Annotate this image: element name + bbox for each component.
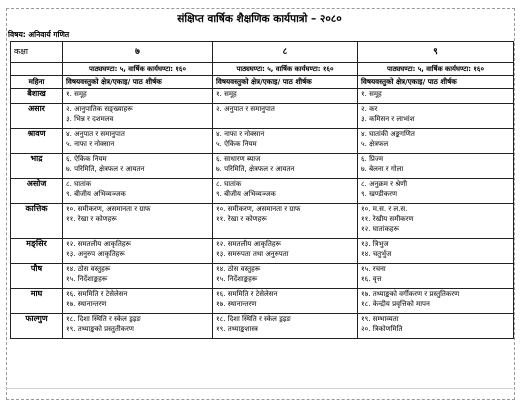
month-name: असोज: [11, 179, 63, 204]
month-row: [11, 154, 514, 179]
topic-item: ८. घातांक: [66, 180, 92, 188]
month-name: भाद्र: [11, 154, 63, 179]
topic-item: ३. भिन्न र दशमलव: [66, 115, 114, 123]
topic-item: १९. तथ्याङ्कको प्रस्तुतीकरण: [66, 325, 134, 333]
grade-9: ९: [358, 42, 514, 63]
topic-cell-g8: [213, 289, 358, 314]
hours-row: [11, 63, 514, 76]
topic-item: १३. समरुपता तथा अनुरुपता: [216, 250, 289, 258]
topic-item: १६. वृत्त: [361, 275, 382, 283]
topic-cell-g8: [213, 179, 358, 204]
topic-item: २०. त्रिकोणमिति: [361, 325, 403, 333]
topic-cell-g8: [213, 204, 358, 239]
topic-item: १६. सममिति र टेसेलेसन: [216, 290, 278, 298]
hours-grade-9: पाठ्यघण्टा: ५, वार्षिक कार्यघण्टा: १६०: [358, 63, 514, 76]
topic-item: ६. प्रिज्म: [361, 155, 384, 163]
month-name: कात्तिक: [11, 204, 63, 239]
topic-item: ४. अनुपात र समानुपात: [66, 130, 125, 138]
topic-item: १८. दिशा स्थिति र स्केल ड्रइङ: [66, 315, 141, 323]
month-row: [11, 264, 514, 289]
topic-item: ११. रेखा र कोणहरू: [66, 215, 117, 223]
month-row: [11, 289, 514, 314]
topic-cell-g7: [63, 204, 213, 239]
topic-item: १९. तथ्याङ्कशास्त्र: [216, 325, 258, 333]
topic-item: १५. रचना: [361, 265, 386, 273]
hours-grade-7: पाठ्यघण्टा: ५, वार्षिक कार्यघण्टा: १६०: [63, 63, 213, 76]
topic-item: ८. अनुक्रम र श्रेणी: [361, 180, 408, 188]
topic-item: १३. त्रिभुज: [361, 240, 389, 248]
topic-item: ८. घातांक: [216, 180, 242, 188]
topic-item: ९. बीजीय अभिव्यञ्जक: [216, 190, 276, 198]
topic-cell-g9: [358, 289, 514, 314]
topic-item: १७. तथ्याङ्कको वर्गीकरण र प्रस्तुतिकरण: [361, 290, 460, 298]
topic-cell-g9: [358, 314, 514, 339]
month-row: [11, 179, 514, 204]
topic-cell-g7: [63, 179, 213, 204]
topic-cell-g8: [213, 129, 358, 154]
col-header-grade-7: विषयवस्तुको क्षेत्र/एकाइ/ पाठ शीर्षक: [63, 76, 213, 89]
month-name: मङ्सिर: [11, 239, 63, 264]
month-name: माघ: [11, 289, 63, 314]
topic-item: ५. क्षेत्रफल: [361, 140, 389, 148]
month-row: [11, 129, 514, 154]
month-name: असार: [11, 104, 63, 129]
topic-cell-g7: [63, 314, 213, 339]
topic-cell-g9: [358, 89, 514, 104]
topic-cell-g7: [63, 289, 213, 314]
topic-item: १०. समीकरण, असमानता र ग्राफ: [66, 205, 151, 213]
page-footer-rule: [6, 388, 513, 399]
topic-item: १२. घातांकहरू: [361, 225, 400, 233]
topic-cell-g9: [358, 204, 514, 239]
hours-empty-cell: [11, 63, 63, 76]
topic-cell-g8: [213, 104, 358, 129]
topic-item: ४. नाफा र नोक्सान: [216, 130, 265, 138]
grade-7: ७: [63, 42, 213, 63]
topic-item: १८. दिशा स्थिति र स्केल ड्रइङ: [216, 315, 291, 323]
month-header: महिना: [11, 76, 63, 89]
topic-cell-g9: [358, 239, 514, 264]
topic-item: ७. बेलना र गोला: [361, 165, 404, 173]
topic-item: १०. म.स. र ल.स.: [361, 205, 408, 213]
topic-item: १३. अनुरुप आकृतिहरू: [66, 250, 125, 258]
grade-header-row: [11, 42, 514, 63]
topic-cell-g9: [358, 179, 514, 204]
topic-item: १५. निर्देशाङ्कहरू: [216, 275, 258, 283]
topic-item: १. समूह: [216, 90, 237, 98]
grade-8: ८: [213, 42, 358, 63]
topic-item: ४. घातांकी अङ्कगणित: [361, 130, 415, 138]
topic-item: १४. ठोस वस्तुहरू: [216, 265, 261, 273]
topic-item: ९. बीजीय अभिव्यञ्जक: [66, 190, 126, 198]
topic-cell-g9: [358, 264, 514, 289]
topic-cell-g9: [358, 129, 514, 154]
subject-label: विषय: अनिवार्य गणित: [8, 30, 70, 39]
topic-item: १. समूह: [66, 90, 87, 98]
topic-item: २. कर: [361, 105, 378, 113]
topic-item: १४. चतुर्भुज: [361, 250, 392, 258]
topic-cell-g9: [358, 104, 514, 129]
topic-item: ७. परिमिति, क्षेत्रफल र आयतन: [66, 165, 145, 173]
topic-item: १५. निर्देशाङ्कहरू: [66, 275, 108, 283]
topic-cell-g8: [213, 89, 358, 104]
month-row: [11, 204, 514, 239]
topic-cell-g7: [63, 239, 213, 264]
month-name: बैशाख: [11, 89, 63, 104]
topic-item: १. समूह: [361, 90, 382, 98]
topic-cell-g7: [63, 104, 213, 129]
month-name: श्रावण: [11, 129, 63, 154]
class-label: कक्षा: [11, 42, 63, 63]
topic-item: ११. रेखा र कोणहरू: [216, 215, 267, 223]
topic-cell-g7: [63, 89, 213, 104]
topic-item: ९. खण्डीकरण: [361, 190, 397, 198]
topic-item: ५. ऐकिक नियम: [216, 140, 257, 148]
topic-item: १४. ठोस वस्तुहरू: [66, 265, 111, 273]
month-name: पौष: [11, 264, 63, 289]
topic-item: ६. ऐकिक नियम: [66, 155, 107, 163]
topic-item: १७. स्थानान्तरण: [66, 300, 107, 308]
month-row: [11, 104, 514, 129]
topic-item: १६. सममिति र टेसेलेसन: [66, 290, 128, 298]
hours-grade-8: पाठ्यघण्टा: ५, वार्षिक कार्यघण्टा: १६०: [213, 63, 358, 76]
topic-item: ३. कमिसन र लाभांश: [361, 115, 415, 123]
topic-item: १९. सम्भाव्यता: [361, 315, 399, 323]
col-header-grade-9: विषयवस्तुको क्षेत्र/एकाइ/ पाठ शीर्षक: [358, 76, 514, 89]
topic-item: ५. नाफा र नोक्सान: [66, 140, 115, 148]
month-name: फाल्गुण: [11, 314, 63, 339]
month-row: [11, 314, 514, 339]
topic-item: १०. समीकरण, असमानता र ग्राफ: [216, 205, 301, 213]
topic-item: १७. स्थानान्तरण: [216, 300, 257, 308]
topic-cell-g8: [213, 264, 358, 289]
col-header-grade-8: विषयवस्तुको क्षेत्र/एकाइ/ पाठ शीर्षक: [213, 76, 358, 89]
topic-item: १२. समतलीय आकृतिहरू: [66, 240, 131, 248]
month-row: [11, 89, 514, 104]
topic-cell-g7: [63, 264, 213, 289]
topic-item: २. अनुपात र समानुपात: [216, 105, 275, 113]
topic-cell-g8: [213, 239, 358, 264]
month-row: [11, 239, 514, 264]
plan-table: [10, 41, 514, 339]
topic-cell-g9: [358, 154, 514, 179]
topic-cell-g7: [63, 154, 213, 179]
topic-item: १८. केन्द्रीय प्रवृत्तिको मापन: [361, 300, 430, 308]
topic-item: १२. समतलीय आकृतिहरू: [216, 240, 281, 248]
topic-cell-g7: [63, 129, 213, 154]
column-header-row: [11, 76, 514, 89]
topic-item: ११. रेखीय समीकरण: [361, 215, 414, 223]
topic-cell-g8: [213, 314, 358, 339]
topic-item: ७. परिमिति, क्षेत्रफल र आयतन: [216, 165, 295, 173]
topic-item: [216, 114, 354, 124]
topic-item: २. आनुपातिक सङ्ख्याहरू: [66, 105, 133, 113]
topic-cell-g8: [213, 154, 358, 179]
document-title: संक्षिप्त वार्षिक शैक्षणिक कार्यपात्रो – २०८०: [177, 13, 342, 25]
topic-item: ६. साधारण ब्याज: [216, 155, 261, 163]
